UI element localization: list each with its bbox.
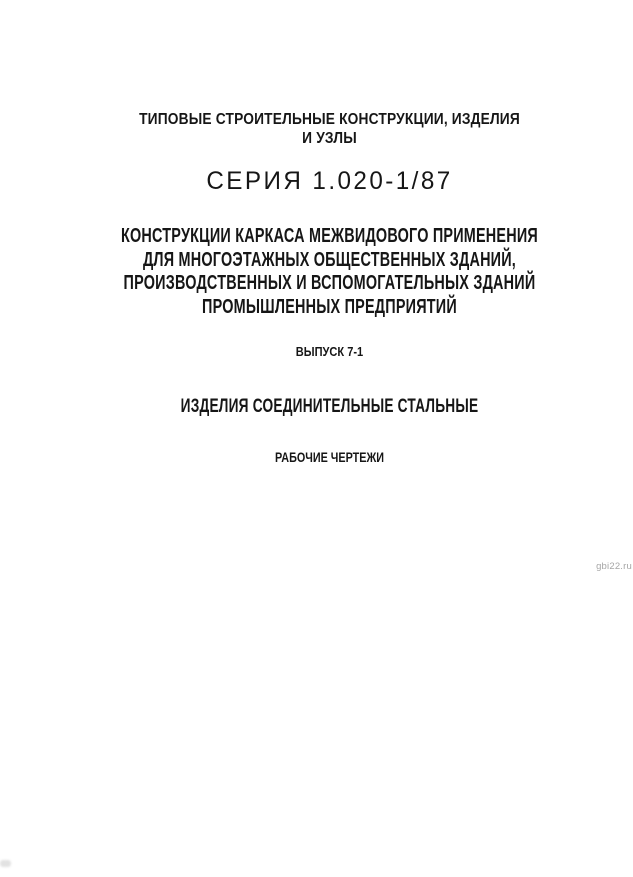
header-line-1: ТИПОВЫЕ СТРОИТЕЛЬНЫЕ КОНСТРУКЦИИ, ИЗДЕЛИЯ <box>139 111 520 128</box>
description-line-4: ПРОМЫШЛЕННЫХ ПРЕДПРИЯТИЙ <box>202 296 457 319</box>
description-line-3: ПРОИЗВОДСТВЕННЫХ И ВСПОМОГАТЕЛЬНЫХ ЗДАНИЙ <box>123 272 536 295</box>
document-header <box>57 110 601 148</box>
subject-title: ИЗДЕЛИЯ СОЕДИНИТЕЛЬНЫЕ СТАЛЬНЫЕ <box>180 396 479 417</box>
series-title: СЕРИЯ 1.020-1/87 <box>206 167 453 195</box>
title-page-content <box>13 0 633 877</box>
issue-label: ВЫПУСК 7-1 <box>295 344 364 359</box>
header-line-2: И УЗЛЫ <box>302 130 357 147</box>
scan-artifact-smudge <box>0 860 11 867</box>
description-line-2: ДЛЯ МНОГОЭТАЖНЫХ ОБЩЕСТВЕННЫХ ЗДАНИЙ, <box>142 248 517 271</box>
series-description <box>102 225 558 320</box>
description-line-1: КОНСТРУКЦИИ КАРКАСА МЕЖВИДОВОГО ПРИМЕНЕНИЯ <box>121 225 538 247</box>
site-watermark: gbi22.ru <box>596 561 632 572</box>
doc-type-label: РАБОЧИЕ ЧЕРТЕЖИ <box>275 450 384 465</box>
